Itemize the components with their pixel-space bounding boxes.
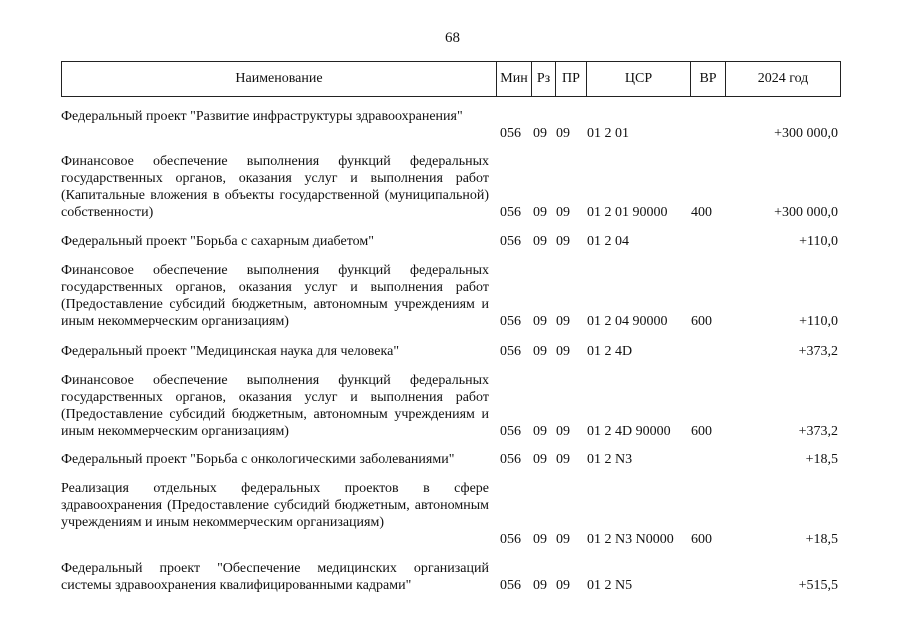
row-name: Федеральный проект "Обеспечение медицинских организаций системы здравоохранения квалифицированными кадрами" bbox=[61, 561, 489, 593]
row-value: +18,5 bbox=[805, 532, 838, 547]
row-name: Федеральный проект "Борьба с сахарным диабетом" bbox=[61, 234, 374, 249]
row-vr: 400 bbox=[691, 205, 712, 220]
table-row bbox=[0, 372, 905, 440]
row-name: Федеральный проект "Развитие инфраструктуры здравоохранения" bbox=[61, 109, 463, 124]
row-rz: 09 bbox=[533, 578, 547, 593]
header-rz: Рз bbox=[536, 71, 551, 86]
row-csr: 01 2 04 90000 bbox=[587, 314, 668, 329]
table-row bbox=[0, 108, 905, 142]
row-pr: 09 bbox=[556, 234, 570, 249]
row-csr: 01 2 N3 bbox=[587, 452, 633, 467]
row-name: Федеральный проект "Борьба с онкологическими заболеваниями" bbox=[61, 452, 455, 467]
row-pr: 09 bbox=[556, 314, 570, 329]
row-min: 056 bbox=[500, 578, 521, 593]
row-rz: 09 bbox=[533, 234, 547, 249]
row-value: +300 000,0 bbox=[774, 126, 838, 141]
row-min: 056 bbox=[500, 452, 521, 467]
row-pr: 09 bbox=[556, 424, 570, 439]
row-min: 056 bbox=[500, 344, 521, 359]
table-row bbox=[0, 480, 905, 548]
row-value: +110,0 bbox=[799, 234, 838, 249]
row-pr: 09 bbox=[556, 344, 570, 359]
header-vr: ВР bbox=[699, 71, 717, 86]
row-csr: 01 2 01 90000 bbox=[587, 205, 668, 220]
row-csr: 01 2 4D bbox=[587, 344, 633, 359]
row-name: Финансовое обеспечение выполнения функций федеральных государственных органов, оказания услуг и выполнения работ (Капитальные вложения в объекты государственной (муниципальной) собственности) bbox=[61, 154, 489, 220]
row-rz: 09 bbox=[533, 205, 547, 220]
header-csr: ЦСР bbox=[624, 71, 653, 86]
row-name: Реализация отдельных федеральных проектов в сфере здравоохранения (Предоставление субсидий бюджетным, автономным учреждениям и иным некоммерческим организациям) bbox=[61, 481, 489, 530]
row-value: +373,2 bbox=[798, 424, 838, 439]
row-value: +18,5 bbox=[805, 452, 838, 467]
row-rz: 09 bbox=[533, 126, 547, 141]
row-csr: 01 2 01 bbox=[587, 126, 629, 141]
table-row bbox=[0, 451, 905, 468]
row-rz: 09 bbox=[533, 314, 547, 329]
row-rz: 09 bbox=[533, 424, 547, 439]
row-vr: 600 bbox=[691, 424, 712, 439]
row-min: 056 bbox=[500, 532, 521, 547]
header-pr: ПР bbox=[562, 71, 580, 86]
table-row bbox=[0, 262, 905, 330]
row-name: Федеральный проект "Медицинская наука для человека" bbox=[61, 344, 400, 359]
page-number: 68 bbox=[445, 30, 460, 46]
row-csr: 01 2 04 bbox=[587, 234, 629, 249]
row-rz: 09 bbox=[533, 452, 547, 467]
row-rz: 09 bbox=[533, 344, 547, 359]
row-min: 056 bbox=[500, 424, 521, 439]
row-pr: 09 bbox=[556, 126, 570, 141]
row-min: 056 bbox=[500, 314, 521, 329]
row-pr: 09 bbox=[556, 578, 570, 593]
row-vr: 600 bbox=[691, 532, 712, 547]
row-pr: 09 bbox=[556, 452, 570, 467]
row-value: +373,2 bbox=[798, 344, 838, 359]
row-min: 056 bbox=[500, 205, 521, 220]
row-value: +515,5 bbox=[798, 578, 838, 593]
table-row bbox=[0, 233, 905, 250]
row-csr: 01 2 N3 N0000 bbox=[587, 532, 674, 547]
row-pr: 09 bbox=[556, 205, 570, 220]
table-row bbox=[0, 343, 905, 360]
header-year: 2024 год bbox=[757, 71, 809, 86]
header-name: Наименование bbox=[235, 71, 323, 86]
table-row bbox=[0, 153, 905, 221]
row-name: Финансовое обеспечение выполнения функций федеральных государственных органов, оказания услуг и выполнения работ (Предоставление субсидий бюджетным, автономным учреждениям и иным некоммерческим организациям) bbox=[61, 263, 489, 329]
row-min: 056 bbox=[500, 234, 521, 249]
header-min: Мин bbox=[500, 71, 528, 86]
row-value: +110,0 bbox=[799, 314, 838, 329]
table-row bbox=[0, 560, 905, 594]
row-value: +300 000,0 bbox=[774, 205, 838, 220]
row-rz: 09 bbox=[533, 532, 547, 547]
row-name: Финансовое обеспечение выполнения функций федеральных государственных органов, оказания услуг и выполнения работ (Предоставление субсидий бюджетным, автономным учреждениям и иным некоммерческим организациям) bbox=[61, 373, 489, 439]
row-vr: 600 bbox=[691, 314, 712, 329]
row-csr: 01 2 N5 bbox=[587, 578, 633, 593]
row-pr: 09 bbox=[556, 532, 570, 547]
row-min: 056 bbox=[500, 126, 521, 141]
row-csr: 01 2 4D 90000 bbox=[587, 424, 671, 439]
